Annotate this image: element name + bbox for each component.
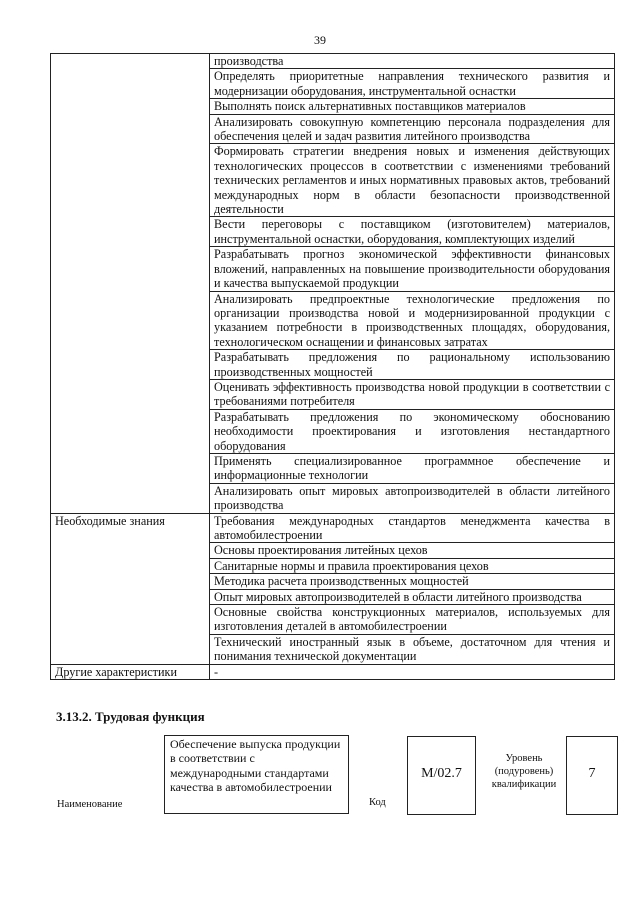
code-value-box [407,736,476,815]
table-cell: Основы проектирования литейных цехов [210,543,615,558]
table-row [51,664,615,679]
level-value: 7 [588,766,596,781]
table-cell: Требования международных стандартов менеджмента качества в автомобилестроении [210,513,615,543]
table-cell: Анализировать предпроектные технологические предложения по организации производства новой и модернизированной продукции с указанием потребности в производственных площадях, оборудования, технологическом оснащении и финансовых затратах [210,291,615,350]
table-cell: Методика расчета производственных мощностей [210,574,615,589]
name-value: Обеспечение выпуска продукции в соответствии с международными стандартами качества в автомобилестроении [170,737,341,795]
table-cell: Санитарные нормы и правила проектирования цехов [210,558,615,573]
table-cell: Разрабатывать предложения по рациональному использованию производственных мощностей [210,350,615,380]
table-cell: Формировать стратегии внедрения новых и изменения действующих технологических процессов в соответствии с изменениями требований технических регламентов и иных нормативных правовых актов, требований международных норм в области безопасности производственной деятельности [210,144,615,217]
table-cell: Применять специализированное программное обеспечение и информационные технологии [210,453,615,483]
table-cell: Разрабатывать предложения по экономическому обоснованию необходимости проектирования и изготовления нестандартного оборудования [210,409,615,453]
table-cell: Определять приоритетные направления технического развития и модернизации оборудования, инструментальной оснастки [210,69,615,99]
code-value: M/02.7 [421,766,462,781]
name-label: Наименование [57,799,123,810]
table-cell: производства [210,54,615,69]
table-row [51,54,615,69]
table-cell: Разрабатывать прогноз экономической эффективности финансовых вложений, направленных на повышение производительности оборудования и качества выпускаемой продукции [210,247,615,291]
competency-table [50,53,615,680]
table-cell: Технический иностранный язык в объеме, достаточном для чтения и понимания технической документации [210,634,615,664]
table-cell: Выполнять поиск альтернативных поставщиков материалов [210,99,615,114]
table-cell: Основные свойства конструкционных материалов, используемых для изготовления деталей в автомобилестроении [210,605,615,635]
section-title: 3.13.2. Трудовая функция [56,709,205,724]
page-number: 39 [314,33,326,47]
table-cell: Анализировать опыт мировых автопроизводителей в области литейного производства [210,483,615,513]
table-cell: Анализировать совокупную компетенцию персонала подразделения для обеспечения целей и задач развития литейного производства [210,114,615,144]
section-label [51,54,210,514]
section-label: Необходимые знания [51,513,210,664]
name-value-box [164,735,349,814]
table-row [51,513,615,543]
table-cell: Оценивать эффективность производства новой продукции в соответствии с требованиями потребителя [210,379,615,409]
level-value-box [566,736,618,815]
table-cell: - [210,664,615,679]
code-label: Код [369,797,386,808]
table-cell: Вести переговоры с поставщиком (изготовителем) материалов, инструментальной оснастки, оборудования, комплектующих изделий [210,217,615,247]
level-label: Уровень (подуровень) квалификации [491,753,557,790]
section-label: Другие характеристики [51,664,210,679]
table-cell: Опыт мировых автопроизводителей в области литейного производства [210,589,615,604]
